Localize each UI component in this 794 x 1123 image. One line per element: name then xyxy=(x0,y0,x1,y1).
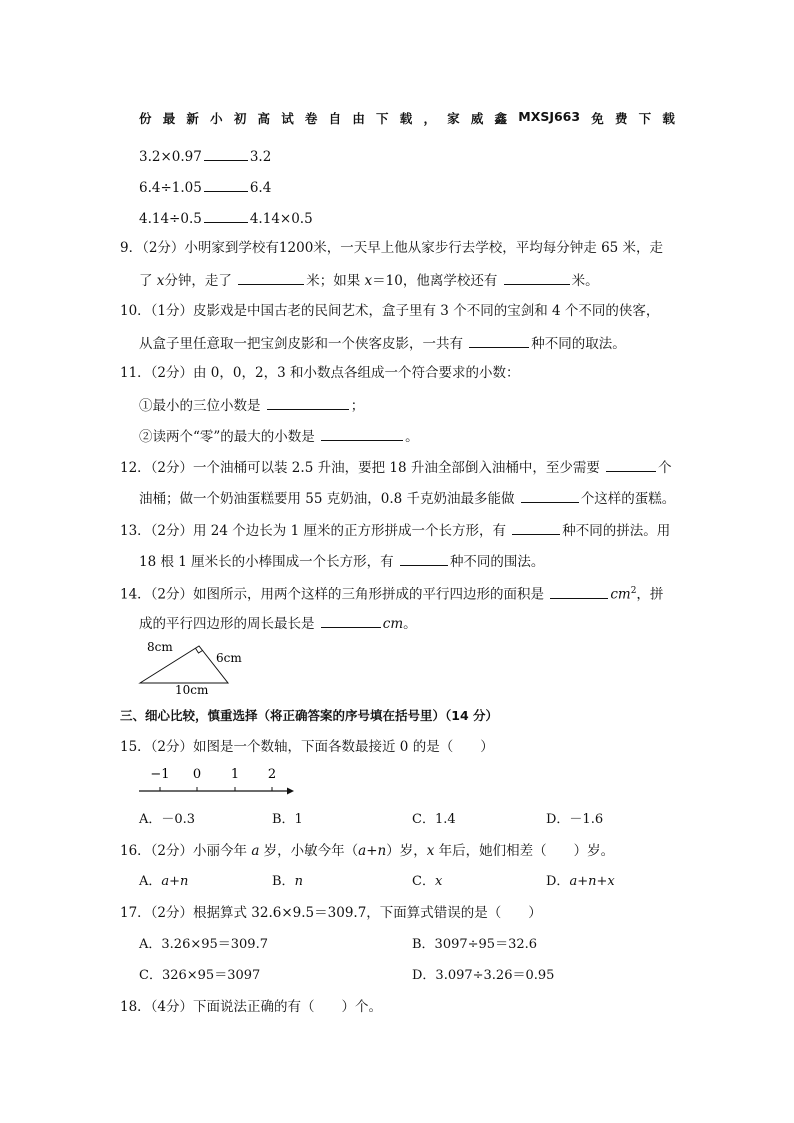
answer-blank[interactable] xyxy=(550,584,608,599)
question-12-line-2: 油桶；做一个奶油蛋糕要用 55 克奶油，0.8 千克奶油最多能做 个这样的蛋糕。 xyxy=(139,488,675,508)
q16-option-a[interactable]: A．a+n xyxy=(139,874,189,889)
header-char: 免 xyxy=(591,111,604,126)
answer-blank[interactable] xyxy=(521,488,579,503)
q8-compare-1: 3.2×0.97 3.2 xyxy=(139,146,271,166)
header-char: 小 xyxy=(210,111,223,126)
header-char: 新 xyxy=(186,111,199,126)
tick-label: 2 xyxy=(267,767,277,782)
q8-compare-3: 4.14÷0.5 4.14×0.5 xyxy=(139,208,313,228)
question-16-stem: 16．（2分）小丽今年 a 岁，小敏今年（a+n）岁，x 年后，她们相差（ ）岁。 xyxy=(120,843,615,859)
answer-blank[interactable] xyxy=(204,177,248,192)
number-line xyxy=(135,762,300,802)
header-char: 初 xyxy=(233,111,247,126)
header-char: 最 xyxy=(162,111,176,126)
tick-label: 1 xyxy=(230,767,240,782)
tick-label: 0 xyxy=(192,767,202,782)
side-label-6cm: 6cm xyxy=(216,651,242,665)
answer-blank[interactable] xyxy=(469,333,529,348)
header-char: 费 xyxy=(614,111,628,126)
q8-compare-2: 6.4÷1.05 6.4 xyxy=(139,177,271,197)
answer-blank[interactable] xyxy=(321,426,403,441)
question-9-line-2: 了 x分钟，走了 米；如果 x＝10，他离学校还有 米。 xyxy=(139,270,599,290)
header-char: 自 xyxy=(328,111,342,126)
answer-blank[interactable] xyxy=(267,395,349,410)
answer-blank[interactable] xyxy=(321,613,381,628)
answer-blank[interactable] xyxy=(400,551,448,566)
question-11-line-1: 11．（2分）由 0，0，2，3 和小数点各组成一个符合要求的小数： xyxy=(120,365,520,381)
header-char: 下 xyxy=(638,111,652,126)
question-10-line-1: 10．（1分）皮影戏是中国古老的民间艺术，盒子里有 3 个不同的宝剑和 4 个不同的侠客， xyxy=(120,303,660,319)
question-14-line-1: 14．（2分）如图所示，用两个这样的三角形拼成的平行四边形的面积是 $cm^2$，拼 xyxy=(120,582,663,604)
q17-option-c[interactable]: C．326×95＝3097 xyxy=(139,968,261,983)
question-17-stem: 17．（2分）根据算式 32.6×9.5＝309.7，下面算式错误的是（ ） xyxy=(120,905,542,921)
header-char: 由 xyxy=(352,111,365,126)
question-12-line-1: 12．（2分）一个油桶可以装 2.5 升油，要把 18 升油全部倒入油桶中，至少需要 个 xyxy=(120,457,672,477)
header-char: 卷 xyxy=(304,111,318,126)
question-9-line-1: 9．（2分）小明家到学校有1200米，一天早上他从家步行去学校，平均每分钟走 65 米，走 xyxy=(120,240,664,256)
header-char: 高 xyxy=(257,111,271,126)
header-char: 载 xyxy=(662,111,675,126)
question-11-line-3: ②读两个“零”的最大的小数是 。 xyxy=(139,426,419,446)
question-14-line-2: 成的平行四边形的周长最长是 cm。 xyxy=(139,613,417,633)
answer-blank[interactable] xyxy=(204,146,248,161)
side-label-10cm: 10cm xyxy=(175,683,209,697)
answer-blank[interactable] xyxy=(204,208,248,223)
triangle-figure xyxy=(135,638,255,698)
q17-option-a[interactable]: A．3.26×95＝309.7 xyxy=(139,937,268,952)
q16-option-b[interactable]: B．n xyxy=(272,874,303,889)
question-15-stem: 15．（2分）如图是一个数轴，下面各数最接近 0 的是（ ） xyxy=(120,739,494,755)
q15-option-d[interactable]: D．－1.6 xyxy=(546,812,604,827)
side-label-8cm: 8cm xyxy=(147,640,173,654)
question-13-line-2: 18 根 1 厘米长的小棒围成一个长方形，有 种不同的围法。 xyxy=(139,551,544,571)
q15-option-a[interactable]: A．－0.3 xyxy=(139,812,196,827)
q16-option-c[interactable]: C．x xyxy=(412,874,443,889)
answer-blank[interactable] xyxy=(238,270,304,285)
page-header xyxy=(139,109,675,127)
question-11-line-2: ①最小的三位小数是 ； xyxy=(139,395,364,415)
header-char: 份 xyxy=(139,111,152,126)
q17-option-d[interactable]: D．3.097÷3.26＝0.95 xyxy=(412,968,555,983)
answer-blank[interactable] xyxy=(512,520,560,535)
q15-option-c[interactable]: C．1.4 xyxy=(412,812,456,827)
q16-option-d[interactable]: D．a+n+x xyxy=(546,874,615,889)
header-char: ， xyxy=(423,111,436,126)
q15-option-b[interactable]: B．1 xyxy=(272,812,303,827)
question-18-stem: 18．（4分）下面说法正确的有（ ）个。 xyxy=(120,999,383,1015)
question-13-line-1: 13．（2分）用 24 个边长为 1 厘米的正方形拼成一个长方形，有 种不同的拼法。用 xyxy=(120,520,670,540)
header-char: 试 xyxy=(281,111,294,126)
header-char: 鑫 xyxy=(494,111,508,126)
q17-option-b[interactable]: B．3097÷95＝32.6 xyxy=(412,937,538,952)
answer-blank[interactable] xyxy=(606,457,656,472)
answer-blank[interactable] xyxy=(504,270,570,285)
header-char: MXSJ663 xyxy=(518,109,581,124)
header-char: 家 xyxy=(447,111,460,126)
header-char: 下 xyxy=(376,111,389,126)
tick-label: −1 xyxy=(150,767,170,782)
arrow-right-icon xyxy=(287,788,294,795)
question-10-line-2: 从盒子里任意取一把宝剑皮影和一个侠客皮影，一共有 种不同的取法。 xyxy=(139,333,626,353)
header-char: 威 xyxy=(470,111,484,126)
section-3-title: 三、细心比较，慎重选择（将正确答案的序号填在括号里）（14 分） xyxy=(120,708,498,723)
header-char: 载 xyxy=(399,111,413,126)
